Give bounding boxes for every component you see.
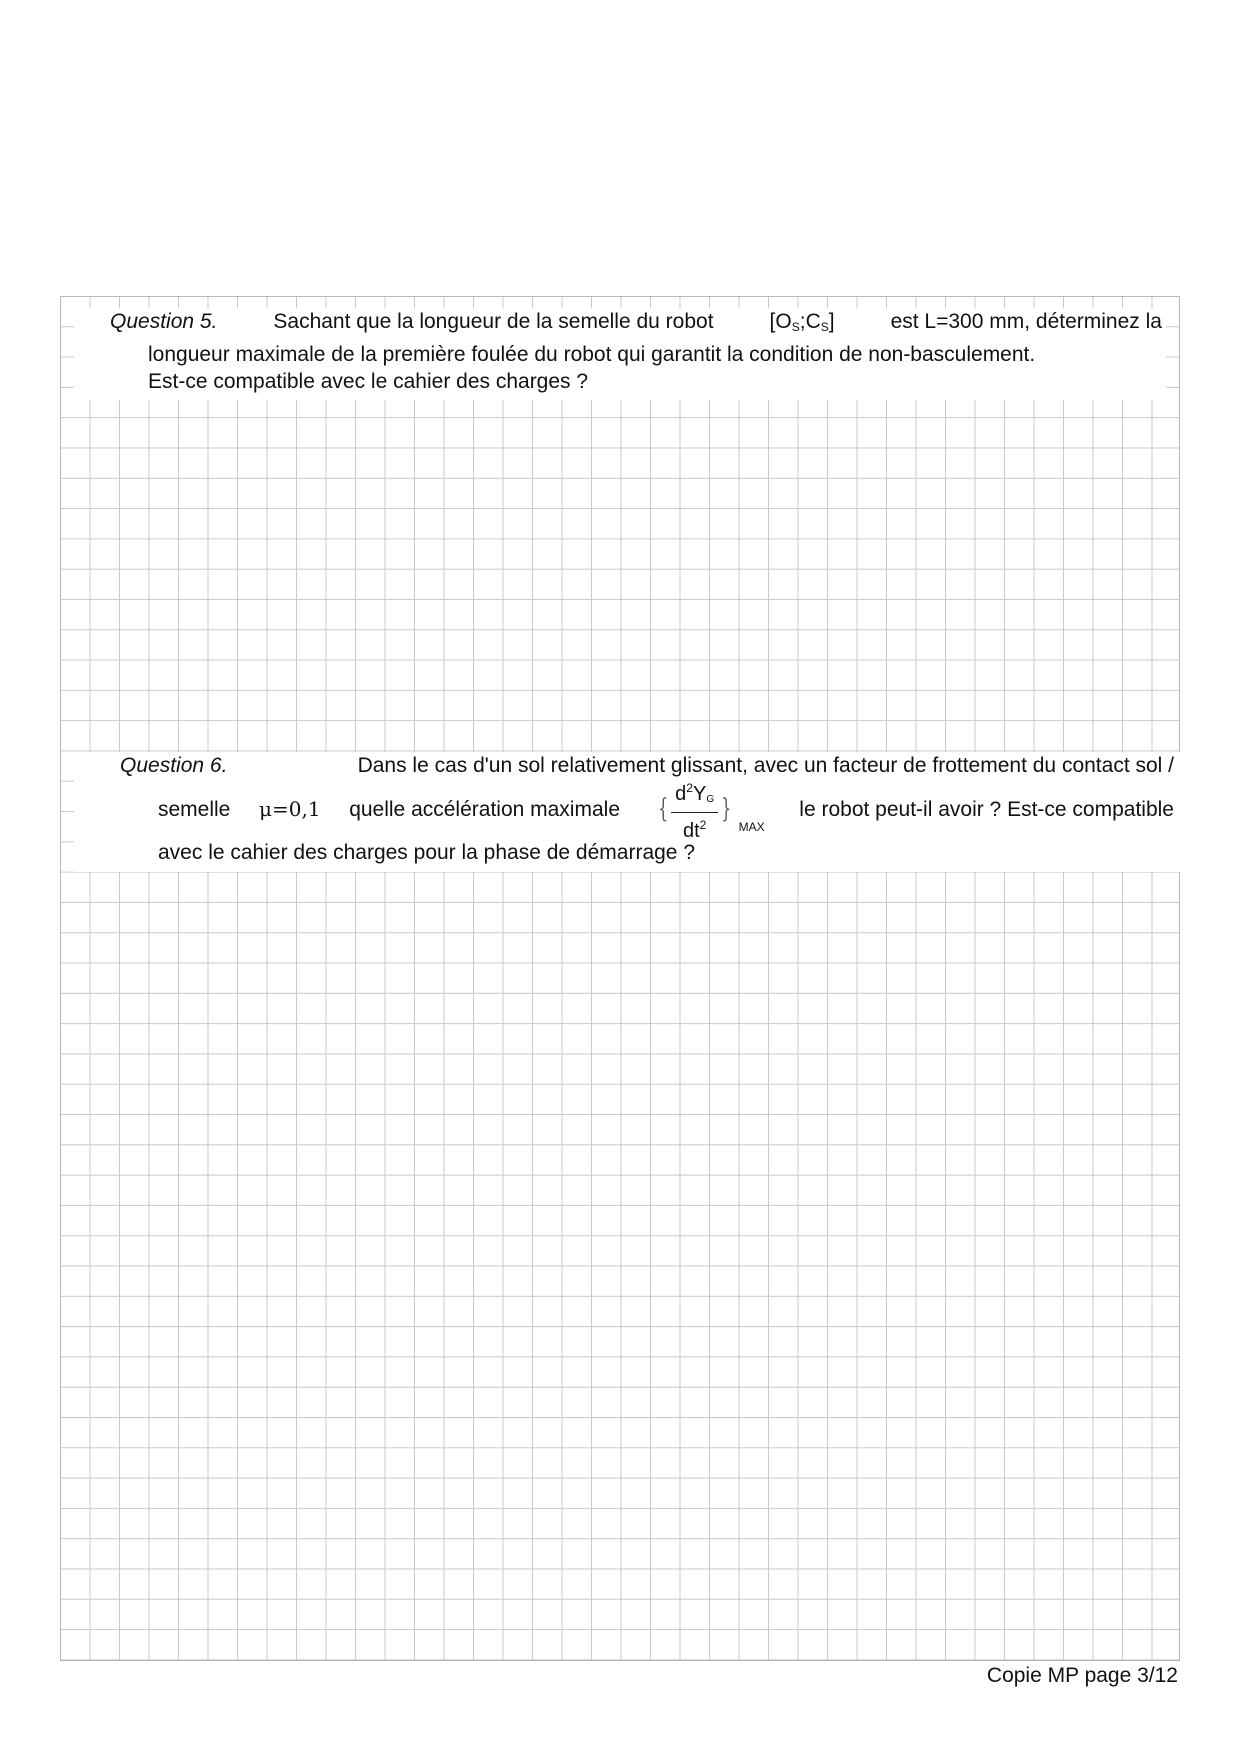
question-6-line-2-end: le robot peut-il avoir ? Est-ce compatible	[799, 797, 1174, 821]
page-footer: Copie MP page 3/12	[986, 1664, 1178, 1687]
question-6-line-3	[158, 839, 1182, 866]
fraction-denominator: $dt^2$	[682, 817, 707, 842]
question-6-middle-text: quelle accélération maximale	[349, 797, 620, 821]
question-6-line-1	[120, 752, 1174, 779]
question-5-text-start: Sachant que la longueur de la semelle du robot	[273, 310, 714, 333]
question-5-text-end: est L=300 mm, déterminez la	[890, 310, 1162, 333]
question-5-block	[74, 308, 1166, 400]
close-brace: }	[721, 793, 732, 824]
question-6-semelle: semelle	[158, 797, 231, 821]
answer-grid[interactable]	[60, 296, 1180, 1661]
acceleration-fraction	[655, 776, 765, 843]
question-6-line-1-text: Dans le cas d'un sol relativement glissant, avec un facteur de frottement du contact sol /	[357, 754, 1174, 777]
question-5-line-3	[148, 368, 1166, 395]
fraction-numerator: $d^2Y_G$	[671, 776, 718, 813]
question-5-label: Question 5.	[110, 310, 218, 333]
question-6-line-2	[158, 779, 1174, 842]
question-6-label: Question 6.	[120, 754, 228, 777]
question-5-line-2	[148, 341, 1162, 368]
mu-expression: μ=0,1	[259, 796, 321, 821]
question-6-block	[74, 752, 1182, 872]
question-5-line-3-text: Est-ce compatible avec le cahier des charges ?	[148, 370, 589, 393]
question-5-line-2-text: longueur maximale de la première foulée du robot qui garantit la condition de non-basculement.	[148, 343, 1036, 366]
open-brace: {	[657, 793, 668, 824]
max-subscript: MAX	[738, 819, 765, 834]
segment-os-cs: $[O_S;C_S]$	[769, 310, 835, 334]
fraction-body	[671, 776, 718, 843]
question-5-line-1	[110, 308, 1162, 341]
question-6-line-3-text: avec le cahier des charges pour la phase de démarrage ?	[158, 841, 695, 864]
